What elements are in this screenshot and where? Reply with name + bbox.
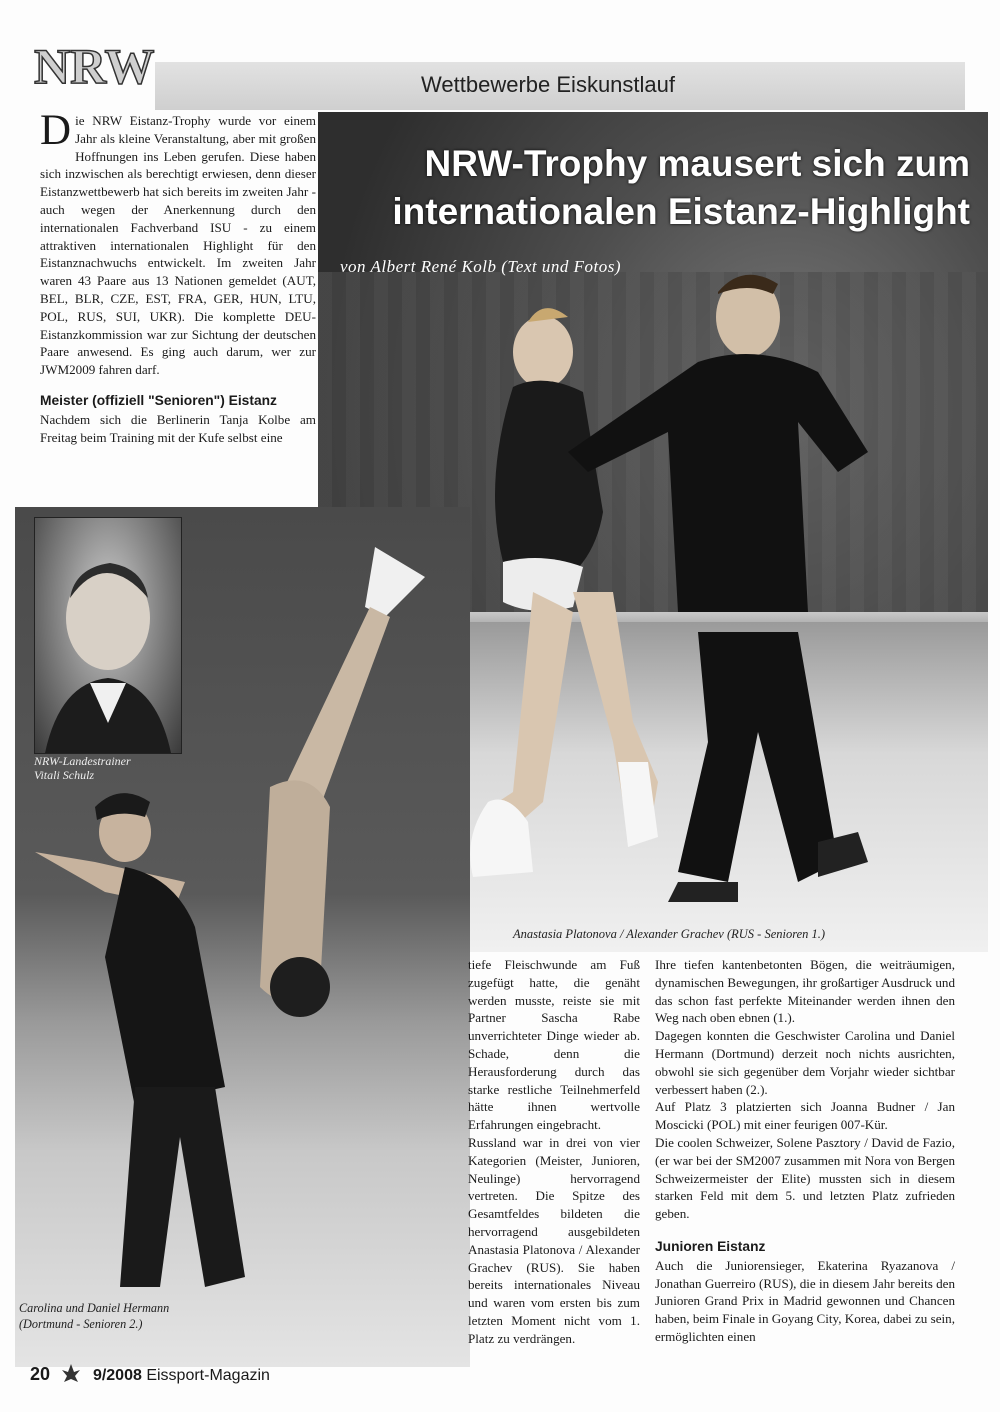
- byline: von Albert René Kolb (Text und Fotos): [340, 257, 622, 276]
- col2-paragraph-1: Ihre tiefen kantenbetonten Bögen, die weiträumigen, dynamischen Bewegungen, ihr großartiger Ausdruck und das schon fast perfekte Miteinander werden ihnen den Weg nach oben ebnen (1.).: [655, 957, 955, 1026]
- col2-paragraph-2: Dagegen konnten die Geschwister Carolina und Daniel Hermann (Dortmund) derzeit noch nichts ausrichten, obwohl sie sich gegenüber dem Vorjahr wieder sichtbar verbessert haben (2.).: [655, 1028, 955, 1097]
- portrait-photo: [34, 517, 182, 754]
- issue-number: 9/2008: [92, 1367, 142, 1384]
- section-title: Wettbewerbe Eiskunstlauf: [421, 72, 675, 97]
- lifting-skater: [35, 793, 245, 1287]
- intro-continuation: Nachdem sich die Berlinerin Tanja Kolbe am Freitag beim Training mit der Kufe selbst eine: [40, 411, 316, 445]
- left-caption-line-1: Carolina und Daniel Hermann: [19, 1301, 170, 1315]
- intro-paragraph: ie NRW Eistanz-Trophy wurde vor einem Jahr als kleine Veranstaltung, aber mit großen Hoffnungen ins Leben gerufen. Diese haben sich inzwischen als berechtigt erwiesen, denn dieser Eistanzwettbewerb hat sich bereits im zweiten Jahr - auch wegen der Anerkennung durch den internationalen Fachverband ISU - zu einem attraktiven internationalen Highlight für den Eistanznachwuchs entwickelt. Im zweiten Jahr waren 43 Paare aus 13 Nationen gemeldet (AUT, BEL, BLR, CZE, EST, FRA, GER, HUN, LTU, POL, RUS, SUI, UKR). Die komplette DEU-Eistanzkommission war zur Sichtung der deutschen Paare anwesend. Es ging auch darum, wer zur JWM2009 fahren darf.: [40, 113, 316, 378]
- lifted-skater: [260, 547, 425, 1017]
- footer: [30, 1362, 270, 1385]
- magazine-name: Eissport-Magazin: [146, 1367, 270, 1384]
- skater-logo-icon: [60, 1362, 82, 1384]
- portrait-caption-line-1: NRW-Landestrainer: [34, 754, 131, 768]
- text-column-2: [655, 956, 955, 1346]
- headline-line-1: NRW-Trophy mausert sich zum: [424, 143, 970, 184]
- logo-text: NRW: [34, 38, 155, 94]
- col1-paragraph-2: Russland war in drei von vier Kategorien (Meister, Junioren, Neulinge) hervorragend vertreten. Die Spitze des Gesamtfeldes bildeten die hervorragend ausgebildeten Anastasia Platonova / Alexander Grachev (RUS). Sie haben bereits internationales Niveau und waren vom ersten bis zum letzten Moment nicht vom 1. Platz zu verdrängen.: [468, 1134, 640, 1346]
- hero-caption: Anastasia Platonova / Alexander Grachev (RUS - Senioren 1.): [513, 927, 826, 941]
- portrait-caption-line-2: Vitali Schulz: [34, 768, 95, 782]
- nrw-logo-graphic: [30, 35, 155, 95]
- col2-paragraph-4: Die coolen Schweizer, Solene Pasztory / David de Fazio, (er war bei der SM2007 zusammen mit Nora von Bergen Schweizermeister der Elite) mussten sich in diesem starken Feld mit dem 5. und letzten Platz zufrieden geben.: [655, 1134, 955, 1222]
- portrait-illustration: [35, 518, 181, 753]
- male-skater: [568, 275, 868, 902]
- headline: [348, 140, 970, 236]
- drop-cap: D: [40, 107, 72, 154]
- subhead-junioren: Junioren Eistanz: [655, 1238, 766, 1254]
- col1-paragraph-1: tiefe Fleischwunde am Fuß zugefügt hatte, die genäht werden musste, reiste sie mit Partner Sascha Rabe unverrichteter Dinge wieder ab. Schade, denn die Herausforderung durch das starke restliche Teilnehmerfeld hätte ihnen wertvolle Erfahrungen eingebracht.: [468, 957, 640, 1133]
- left-caption-line-2: (Dortmund - Senioren 2.): [19, 1317, 143, 1331]
- text-column-1: [468, 956, 640, 1348]
- col2-paragraph-3: Auf Platz 3 platzierten sich Joanna Budner / Jan Moscicki (POL) mit einer feurigen 007-Kür.: [655, 1099, 955, 1133]
- portrait-caption: [34, 754, 131, 782]
- headline-line-2: internationalen Eistanz-Highlight: [392, 191, 970, 232]
- subhead-senioren: Meister (offiziell "Senioren") Eistanz: [40, 392, 277, 408]
- left-photo: [15, 507, 470, 1367]
- intro-text: [40, 107, 316, 446]
- left-photo-caption: [19, 1300, 169, 1332]
- col2-paragraph-5: Auch die Juniorensieger, Ekaterina Ryazanova / Jonathan Guerreiro (RUS), die in diesem Jahr bereits den Junioren Grand Prix in Madrid gewonnen und Chancen haben, beim Finale in Goyang City, Korea, dabei zu sein, ermöglichten einen: [655, 1257, 955, 1344]
- page-number: 20: [30, 1364, 51, 1384]
- nrw-logo: [30, 35, 155, 95]
- female-skater: [470, 308, 658, 877]
